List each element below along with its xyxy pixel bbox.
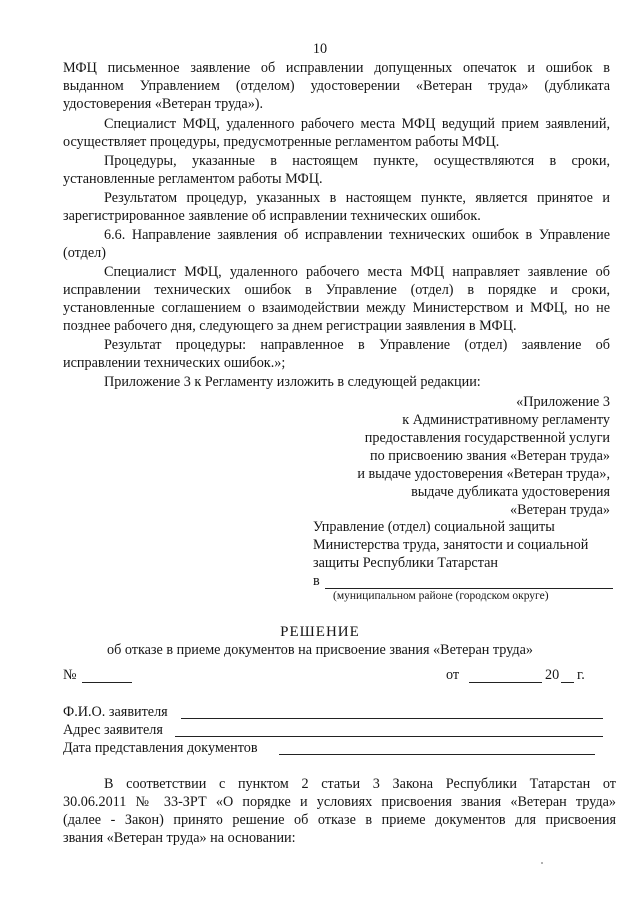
body-line: Процедуры, указанные в настоящем пункте, осуществляются в сроки, [104,153,610,169]
body-line: Специалист МФЦ, удаленного рабочего места МФЦ направляет заявление об [104,264,610,280]
appendix-header-line: предоставления государственной услуги [364,430,610,446]
body-line: МФЦ письменное заявление об исправлении допущенных опечаток и ошибок в [63,60,610,76]
addressee-line: Министерства труда, занятости и социальной [313,537,589,553]
appendix-header-line: «Приложение 3 [516,394,610,410]
appendix-header-line: и выдаче удостоверения «Ветеран труда», [357,466,610,482]
appendix-header-line: «Ветеран труда» [510,502,610,518]
body-line: Результатом процедур, указанных в настоящем пункте, является принятое и [104,190,610,206]
body-line: исправлении технических ошибок.»; [63,355,286,371]
section-heading-cont: (отдел) [63,245,106,261]
closing-line: В соответствии с пунктом 2 статьи 3 Закона Республики Татарстан от [104,776,616,792]
decision-subtitle: об отказе в приеме документов на присвоение звания «Ветеран труда» [106,642,533,658]
decision-date-suffix: г. [577,667,585,683]
closing-line: 30.06.2011 № 33-ЗРТ «О порядке и условиях присвоения звания «Ветеран труда» [63,794,616,810]
decision-date-year: 20 [545,667,560,683]
appendix-header-line: выдаче дубликата удостоверения [411,484,610,500]
appendix-header-line: к Административному регламенту [402,412,610,428]
body-line: исправлении технических ошибок в Управление (отдел) в порядке и сроки, [63,282,610,298]
body-line: Специалист МФЦ, удаленного рабочего места МФЦ ведущий прием заявлений, [104,116,610,132]
closing-line: (далее - Закон) принято решение об отказе в приеме документов для присвоения [63,812,616,828]
addressee-line: защиты Республики Татарстан [313,555,498,571]
body-line: осуществляет процедуры, предусмотренные регламентом работы МФЦ. [63,134,500,150]
field-address-label: Адрес заявителя [63,722,163,738]
decision-number-label: № [63,667,77,683]
field-date-line [279,754,595,755]
field-address-line [175,736,603,737]
body-line: выданном Управлением (отделом) удостоверении «Ветеран труда» (дубликата [63,78,610,94]
page-number: 10 [312,41,328,57]
closing-line: звания «Ветеран труда» на основании: [63,830,296,846]
scan-speck [541,862,543,864]
body-line: установленные соглашением о взаимодействии между Министерством и МФЦ, но не [63,300,610,316]
decision-year-line [561,682,574,683]
addressee-hint: (муниципальном районе (городском округе) [333,590,549,602]
decision-number-line [82,682,132,683]
body-line: позднее рабочего дня, следующего за днем регистрации заявления в МФЦ. [63,318,517,334]
decision-date-line [469,682,542,683]
addressee-in-prefix: в [313,573,320,589]
addressee-line: Управление (отдел) социальной защиты [313,519,555,535]
field-date-label: Дата представления документов [63,740,258,756]
section-heading: 6.6. Направление заявления об исправлении технических ошибок в Управление [104,227,610,243]
body-line: установленные регламентом работы МФЦ. [63,171,323,187]
body-line: удостоверения «Ветеран труда»). [63,96,264,112]
field-fio-line [181,718,603,719]
field-fio-label: Ф.И.О. заявителя [63,704,168,720]
body-line: Результат процедуры: направленное в Управление (отдел) заявление об [104,337,610,353]
decision-date-from: от [446,667,460,683]
decision-title: РЕШЕНИЕ [280,624,360,640]
appendix-header-line: по присвоению звания «Ветеран труда» [370,448,610,464]
body-line: Приложение 3 к Регламенту изложить в следующей редакции: [104,374,481,390]
body-line: зарегистрированное заявление об исправлении технических ошибок. [63,208,481,224]
